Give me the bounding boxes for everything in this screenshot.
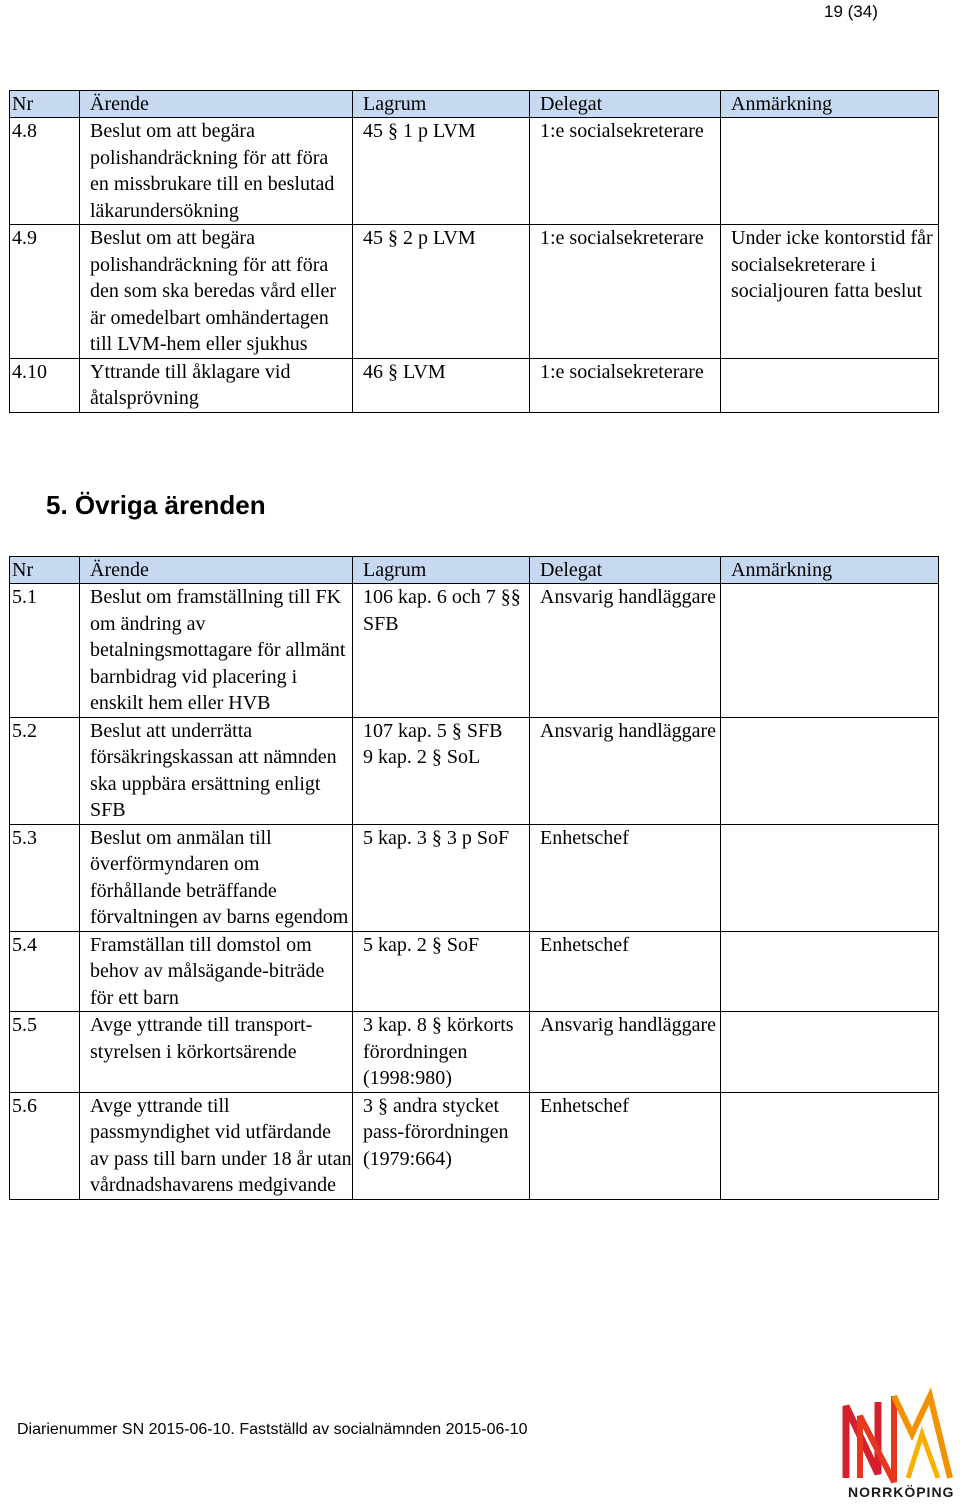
cell-delegat: Ansvarig handläggare [530,1012,721,1093]
cell-nr: 4.10 [10,358,80,412]
table-header-row [10,557,939,584]
cell-nr: 4.8 [10,118,80,225]
cell-arende: Beslut om anmälan till överförmyndaren om förhållande beträffande förvaltningen av barns egendom [80,824,353,931]
table-row [10,1092,939,1199]
table-row [10,584,939,718]
cell-lagrum: 3 § andra stycket pass-förordningen (1979:664) [353,1092,530,1199]
cell-nr: 4.9 [10,225,80,359]
cell-nr: 5.5 [10,1012,80,1093]
logo-wordmark: NORRKÖPING [848,1484,955,1500]
cell-delegat: Ansvarig handläggare [530,584,721,718]
cell-nr: 5.2 [10,717,80,824]
cell-anmarkning [721,1092,939,1199]
cell-nr: 5.6 [10,1092,80,1199]
header-nr: Nr [10,91,80,118]
cell-arende: Beslut om framställning till FK om ändring av betalningsmottagare för allmänt barnbidrag vid placering i enskilt hem eller HVB [80,584,353,718]
page-number: 19 (34) [824,2,878,21]
table-row [10,824,939,931]
cell-anmarkning [721,824,939,931]
cell-arende: Avge yttrande till passmyndighet vid utfärdande av pass till barn under 18 år utan vårdnadshavarens medgivande [80,1092,353,1199]
table-row [10,358,939,412]
cell-lagrum: 45 § 2 p LVM [353,225,530,359]
cell-anmarkning [721,358,939,412]
header-arende: Ärende [80,557,353,584]
cell-delegat: 1:e socialsekreterare [530,118,721,225]
footer-text: Diarienummer SN 2015-06-10. Fastställd av socialnämnden 2015-06-10 [17,1421,528,1438]
cell-delegat: Enhetschef [530,931,721,1012]
cell-nr: 5.1 [10,584,80,718]
cell-arende: Beslut om att begära polishandräckning för att föra den som ska beredas vård eller är omedelbart omhändertagen till LVM-hem eller sjukhus [80,225,353,359]
cell-arende: Beslut om att begära polishandräckning för att föra en missbrukare till en beslutad läkarundersökning [80,118,353,225]
table-row [10,118,939,225]
cell-delegat: Enhetschef [530,824,721,931]
header-arende: Ärende [80,91,353,118]
table-row [10,931,939,1012]
cell-lagrum: 46 § LVM [353,358,530,412]
cell-delegat: Ansvarig handläggare [530,717,721,824]
cell-lagrum: 45 § 1 p LVM [353,118,530,225]
cell-lagrum: 107 kap. 5 § SFB 9 kap. 2 § SoL [353,717,530,824]
cell-arende: Framställan till domstol om behov av målsägande-biträde för ett barn [80,931,353,1012]
delegation-table-lvm [9,90,939,413]
header-delegat: Delegat [530,557,721,584]
cell-arende: Avge yttrande till transport-styrelsen i körkortsärende [80,1012,353,1093]
header-anmarkning: Anmärkning [721,557,939,584]
cell-lagrum: 106 kap. 6 och 7 §§ SFB [353,584,530,718]
table-row [10,717,939,824]
cell-arende: Yttrande till åklagare vid åtalsprövning [80,358,353,412]
cell-delegat: 1:e socialsekreterare [530,358,721,412]
cell-anmarkning [721,717,939,824]
table-row [10,225,939,359]
cell-anmarkning [721,931,939,1012]
header-lagrum: Lagrum [353,557,530,584]
cell-lagrum: 3 kap. 8 § körkorts förordningen (1998:980) [353,1012,530,1093]
cell-nr: 5.3 [10,824,80,931]
table-row [10,1012,939,1093]
cell-lagrum: 5 kap. 3 § 3 p SoF [353,824,530,931]
cell-delegat: Enhetschef [530,1092,721,1199]
cell-anmarkning [721,584,939,718]
cell-arende: Beslut att underrätta försäkringskassan att nämnden ska uppbära ersättning enligt SFB [80,717,353,824]
cell-anmarkning [721,118,939,225]
header-nr: Nr [10,557,80,584]
cell-anmarkning [721,1012,939,1093]
delegation-table-ovriga [9,556,939,1200]
table-header-row [10,91,939,118]
cell-nr: 5.4 [10,931,80,1012]
header-delegat: Delegat [530,91,721,118]
header-lagrum: Lagrum [353,91,530,118]
header-anmarkning: Anmärkning [721,91,939,118]
cell-delegat: 1:e socialsekreterare [530,225,721,359]
cell-lagrum: 5 kap. 2 § SoF [353,931,530,1012]
section-heading: 5. Övriga ärenden [46,490,266,520]
cell-anmarkning: Under icke kontorstid får socialsekreterare i socialjouren fatta beslut [721,225,939,359]
